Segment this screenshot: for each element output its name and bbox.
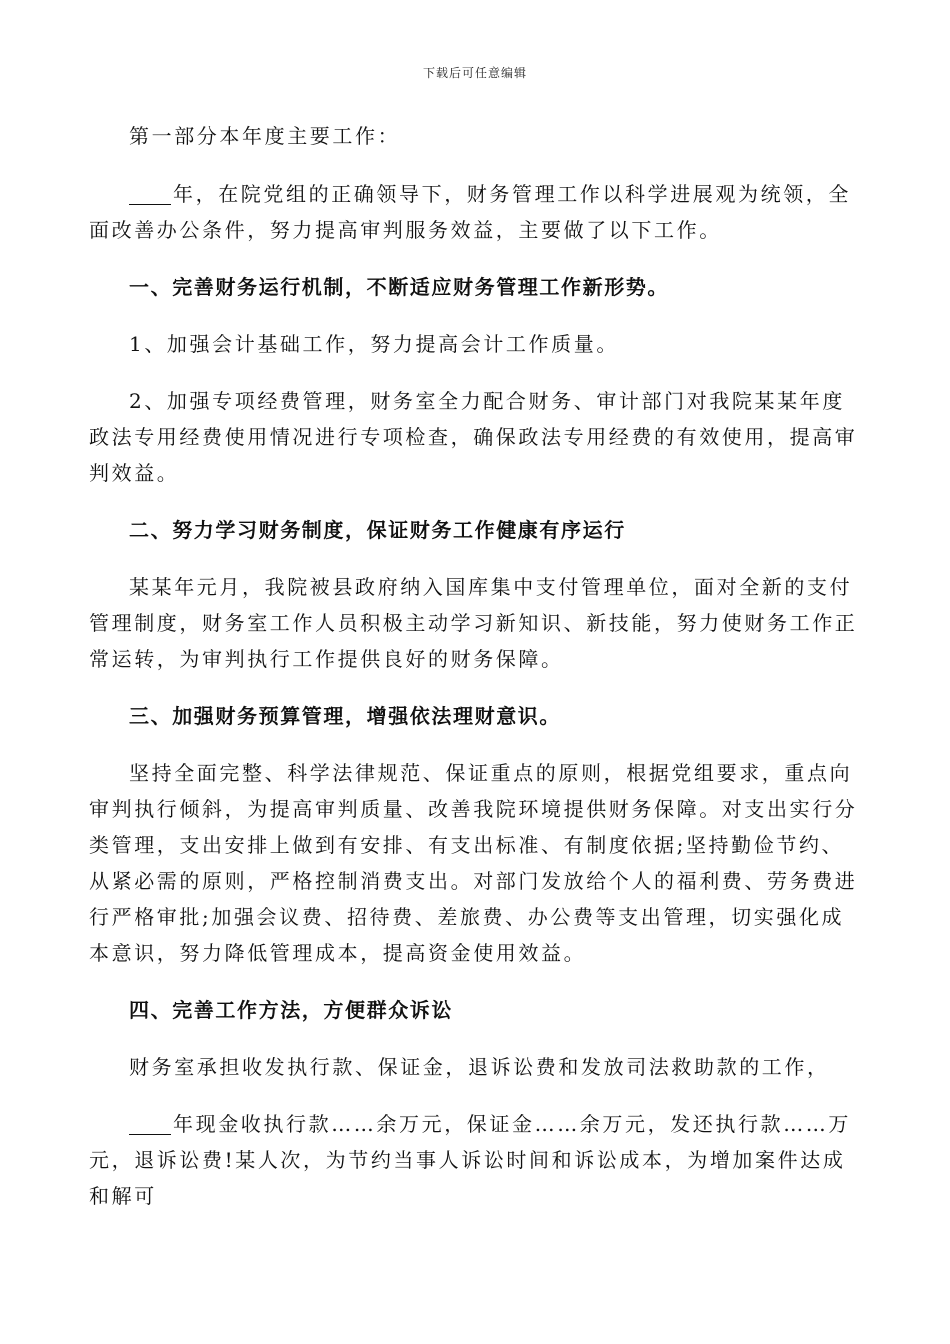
heading-3: 三、加强财务预算管理，增强依法理财意识。	[129, 704, 561, 728]
paragraph-6	[89, 1106, 861, 1214]
paragraph-overview-text: 年，在院党组的正确领导下，财务管理工作以科学进展观为统领，全面改善办公条件，努力提高审判服务效益，主要做了以下工作。	[89, 182, 851, 242]
heading-2: 二、努力学习财务制度，保证财务工作健康有序运行	[129, 518, 626, 542]
paragraph-2: 2、加强专项经费管理，财务室全力配合财务、审计部门对我院某某年度政法专用经费使用情况进行专项检查，确保政法专用经费的有效使用，提高审判效益。	[89, 389, 858, 485]
heading-4: 四、完善工作方法，方便群众诉讼	[129, 998, 453, 1022]
paragraph-3: 某某年元月，我院被县政府纳入国库集中支付管理单位，面对全新的支付管理制度，财务室工作人员积极主动学习新知识、新技能，努力使财务工作正常运转，为审判执行工作提供良好的财务保障。	[89, 575, 858, 671]
paragraph-overview	[89, 176, 861, 248]
heading-1: 一、完善财务运行机制，不断适应财务管理工作新形势。	[129, 275, 669, 299]
page-header: 下载后可任意编辑	[422, 66, 527, 80]
paragraph-5: 财务室承担收发执行款、保证金，退诉讼费和发放司法救助款的工作，	[129, 1055, 830, 1079]
paragraph-1: 1、加强会计基础工作，努力提高会计工作质量。	[129, 332, 619, 356]
document-body	[89, 118, 861, 1214]
paragraph-6-text: 年现金收执行款……余万元，保证金……余万元，发还执行款……万元，退诉讼费!某人次，为节约当事人诉讼时间和诉讼成本，为增加案件达成和解可	[89, 1112, 851, 1208]
section-intro: 第一部分本年度主要工作：	[129, 124, 401, 148]
blank-line	[129, 1114, 171, 1135]
blank-line	[129, 184, 171, 205]
paragraph-4: 坚持全面完整、科学法律规范、保证重点的原则，根据党组要求，重点向审判执行倾斜，为提高审判质量、改善我院环境提供财务保障。对支出实行分类管理，支出安排上做到有安排、有支出标准、有制度依据;坚持勤俭节约、从紧必需的原则，严格控制消费支出。对部门发放给个人的福利费、劳务费进行严格审批;加强会议费、招待费、差旅费、办公费等支出管理，切实强化成本意识，努力降低管理成本，提高资金使用效益。	[89, 761, 858, 965]
